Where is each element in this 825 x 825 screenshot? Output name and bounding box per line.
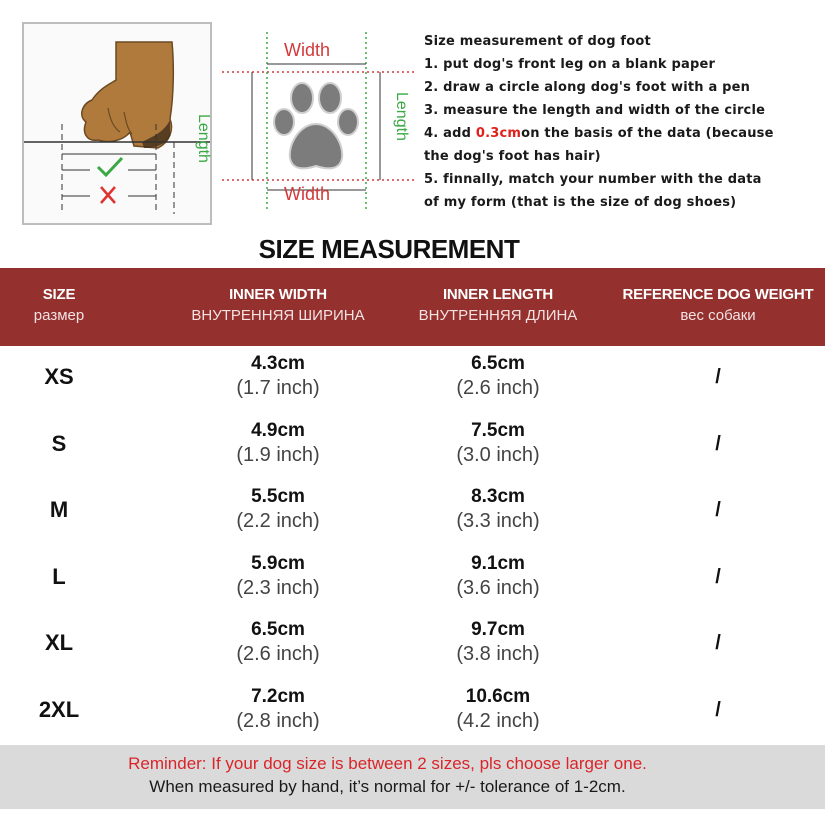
width-cm: 4.3cm xyxy=(251,353,305,374)
size-table-header xyxy=(0,268,825,346)
length-label-left: Length xyxy=(195,114,212,163)
width-inch: (2.2 inch) xyxy=(236,510,320,533)
length-cell xyxy=(398,479,598,546)
header-size-en: SIZE xyxy=(42,286,76,303)
width-label-bottom: Width xyxy=(284,184,331,204)
header-width-ru: ВНУТРЕННЯЯ ШИРИНА xyxy=(191,307,365,324)
width-cm: 6.5cm xyxy=(251,619,305,641)
instruction-step-2: 2. draw a circle along dog's foot with a pen xyxy=(424,80,751,95)
instruction-step-4 xyxy=(424,122,804,145)
table-row xyxy=(0,346,825,413)
weight-cell: / xyxy=(715,499,721,522)
instructions-title: Size measurement of dog foot xyxy=(424,34,651,49)
length-cm: 9.7cm xyxy=(471,619,525,641)
header-inner-length xyxy=(398,286,598,324)
width-cell xyxy=(178,679,378,746)
header-weight-ru: вес собаки xyxy=(680,307,756,324)
paw-print-icon xyxy=(274,83,358,168)
table-row xyxy=(0,679,825,746)
width-inch: (2.3 inch) xyxy=(236,576,320,599)
header-dog-weight xyxy=(606,286,825,324)
size-cell: XL xyxy=(44,630,74,656)
weight-cell: / xyxy=(715,699,721,721)
length-inch: (3.3 inch) xyxy=(456,510,540,533)
length-inch: (3.0 inch) xyxy=(456,443,540,466)
length-inch: (2.6 inch) xyxy=(456,377,540,399)
paw-measure-diagram xyxy=(195,32,415,212)
size-cell: S xyxy=(51,430,67,456)
header-inner-width xyxy=(178,286,378,324)
tolerance-text: When measured by hand, it’s normal for +/- tolerance of 1-2cm. xyxy=(149,777,626,796)
width-cell xyxy=(178,346,378,413)
instruction-step-1: 1. put dog's front leg on a blank paper xyxy=(424,57,716,72)
instruction-step-5-cont: of my form (that is the size of dog shoes) xyxy=(424,195,737,210)
check-icon xyxy=(98,158,122,175)
dog-foot-icon xyxy=(24,24,210,223)
width-inch: (2.8 inch) xyxy=(236,710,320,732)
length-cm: 10.6cm xyxy=(465,686,531,707)
width-label-top: Width xyxy=(284,40,331,60)
weight-cell: / xyxy=(715,432,721,455)
width-cell xyxy=(178,612,378,679)
width-cell xyxy=(178,413,378,480)
width-cm: 7.2cm xyxy=(251,686,305,707)
measurement-instructions xyxy=(424,30,804,214)
step-4-suffix: on the basis of the data (because xyxy=(521,126,774,141)
instruction-step-3: 3. measure the length and width of the circle xyxy=(424,103,766,118)
table-row xyxy=(0,612,825,679)
size-cell: L xyxy=(52,563,66,589)
section-title: SIZE MEASUREMENT xyxy=(258,234,520,264)
step-4-prefix: 4. add xyxy=(424,126,476,141)
dog-foot-illustration xyxy=(22,22,212,225)
size-table-body xyxy=(0,346,825,746)
table-row xyxy=(0,479,825,546)
length-cell xyxy=(398,679,598,746)
length-cm: 6.5cm xyxy=(471,353,525,374)
weight-cell: / xyxy=(715,565,721,588)
table-row xyxy=(0,413,825,480)
cross-icon xyxy=(101,187,115,203)
length-cm: 9.1cm xyxy=(471,552,525,574)
length-label-right: Length xyxy=(393,92,410,141)
length-inch: (4.2 inch) xyxy=(456,710,540,732)
width-cell xyxy=(178,479,378,546)
length-inch: (3.6 inch) xyxy=(456,576,540,599)
header-length-en: INNER LENGTH xyxy=(442,286,554,303)
length-cell xyxy=(398,546,598,613)
header-length-ru: ВНУТРЕННЯЯ ДЛИНА xyxy=(418,307,578,324)
length-cell xyxy=(398,413,598,480)
length-cell xyxy=(398,346,598,413)
header-size-ru: размер xyxy=(33,307,85,324)
header-size xyxy=(0,286,118,324)
width-cm: 4.9cm xyxy=(251,419,305,441)
length-cm: 8.3cm xyxy=(471,486,525,508)
table-row xyxy=(0,546,825,613)
instruction-step-5: 5. finnally, match your number with the data xyxy=(424,172,762,187)
length-inch: (3.8 inch) xyxy=(456,643,540,666)
instruction-step-4-cont: the dog's foot has hair) xyxy=(424,149,601,164)
size-cell: M xyxy=(49,497,69,523)
width-cm: 5.5cm xyxy=(251,486,305,508)
footer-notes xyxy=(0,745,825,809)
size-cell: 2XL xyxy=(38,697,80,722)
weight-cell: / xyxy=(715,632,721,655)
length-cell xyxy=(398,612,598,679)
width-inch: (1.7 inch) xyxy=(236,377,320,399)
width-inch: (2.6 inch) xyxy=(236,643,320,666)
step-4-highlight: 0.3cm xyxy=(475,126,522,141)
width-inch: (1.9 inch) xyxy=(236,443,320,466)
header-weight-en: REFERENCE DOG WEIGHT xyxy=(622,286,814,303)
width-cell xyxy=(178,546,378,613)
size-cell: XS xyxy=(44,364,74,389)
width-cm: 5.9cm xyxy=(251,552,305,574)
header-width-en: INNER WIDTH xyxy=(229,286,327,303)
length-cm: 7.5cm xyxy=(471,419,525,441)
reminder-text: Reminder: If your dog size is between 2 sizes, pls choose larger one. xyxy=(128,754,647,773)
weight-cell: / xyxy=(715,366,721,388)
